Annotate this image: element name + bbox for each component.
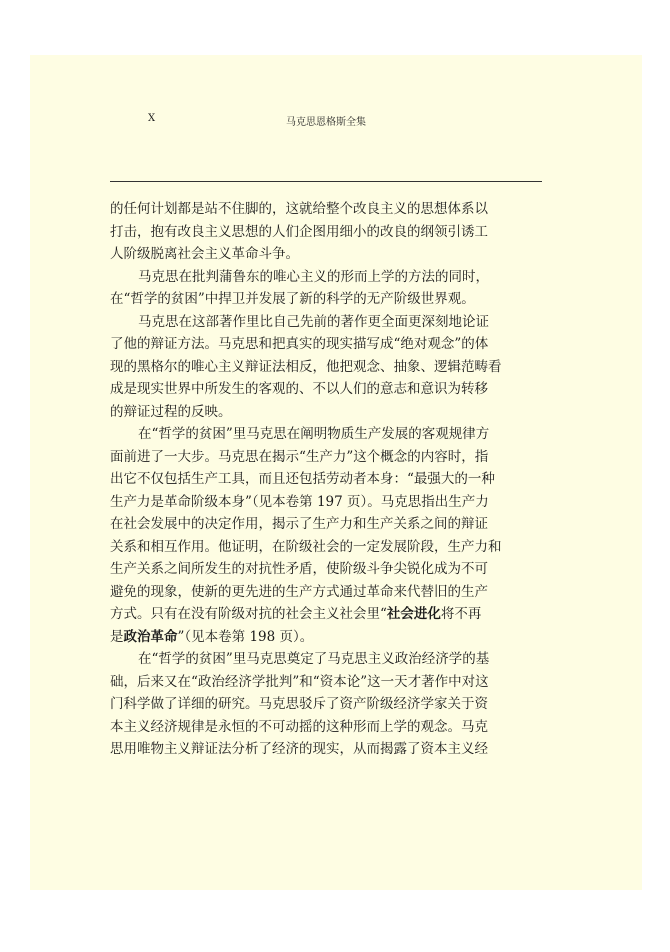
text-line: 人阶级脱离社会主义革命斗争。 xyxy=(110,246,299,262)
text-line: 的任何计划都是站不住脚的，这就给整个改良主义的思想体系以 xyxy=(110,201,488,217)
text-line: 避免的现象，使新的更先进的生产方式通过革命来代替旧的生产 xyxy=(110,583,488,600)
text-segment: ”（见本卷第 198 页）。 xyxy=(177,628,314,645)
text-line: 面前进了一大步。马克思在揭示“生产力”这个概念的内容时，指 xyxy=(110,448,489,465)
text-segment: 是 xyxy=(110,628,124,645)
text-line xyxy=(110,626,542,649)
text-line: 马克思在这部著作里比自己先前的著作更全面更深刻地论证 xyxy=(138,313,489,330)
header-rule xyxy=(110,181,542,182)
body-text xyxy=(110,198,542,761)
page-number: X xyxy=(148,113,156,124)
text-segment: 将不再 xyxy=(440,606,482,622)
text-line: 出它不仅包括生产工具，而且还包括劳动者本身：“最强大的一种 xyxy=(110,471,495,487)
text-line: 门科学做了详细的研究。马克思驳斥了资产阶级经济学家关于资 xyxy=(110,696,488,712)
text-line: 的辩证过程的反映。 xyxy=(110,403,232,420)
text-line xyxy=(110,603,542,626)
text-line: 马克思在批判蒲鲁东的唯心主义的形而上学的方法的同时， xyxy=(138,268,489,285)
text-line: 成是现实世界中所发生的客观的、不以人们的意志和意识为转移 xyxy=(110,381,488,397)
text-line: 关系和相互作用。他证明，在阶级社会的一定发展阶段，生产力和 xyxy=(110,538,502,555)
text-line: 在“哲学的贫困”中捍卫并发展了新的科学的无产阶级世界观。 xyxy=(110,291,475,307)
text-line: 在社会发展中的决定作用，揭示了生产力和生产关系之间的辩证 xyxy=(110,516,488,532)
running-title: 马克思恩格斯全集 xyxy=(286,117,366,128)
text-line: 在“哲学的贫困”里马克思奠定了马克思主义政治经济学的基 xyxy=(138,651,490,667)
text-line: 生产力是革命阶级本身”（见本卷第 197 页）。马克思指出生产力 xyxy=(110,493,489,510)
text-line: 生产关系之间所发生的对抗性矛盾，使阶级斗争尖锐化成为不可 xyxy=(110,561,488,577)
page-header xyxy=(110,109,542,129)
text-line: 现的黑格尔的唯心主义辩证法相反，他把观念、抽象、逻辑范畴看 xyxy=(110,358,502,375)
bold-term: 社会进化 xyxy=(386,606,441,622)
text-line: 思用唯物主义辩证法分析了经济的现实，从而揭露了资本主义经 xyxy=(110,741,488,757)
text-line: 础，后来又在“政治经济学批判”和“资本论”这一天才著作中对这 xyxy=(110,673,489,690)
text-line: 了他的辩证方法。马克思和把真实的现实描写成“绝对观念”的体 xyxy=(110,336,489,352)
text-line: 本主义经济规律是永恒的不可动摇的这种形而上学的观念。马克 xyxy=(110,718,488,735)
bold-term: 政治革命 xyxy=(123,628,178,645)
text-line: 打击，抱有改良主义思想的人们企图用细小的改良的纲领引诱工 xyxy=(110,223,488,240)
text-line: 在“哲学的贫困”里马克思在阐明物质生产发展的客观规律方 xyxy=(138,426,490,442)
text-segment: 方式。只有在没有阶级对抗的社会主义社会里“ xyxy=(110,606,387,622)
